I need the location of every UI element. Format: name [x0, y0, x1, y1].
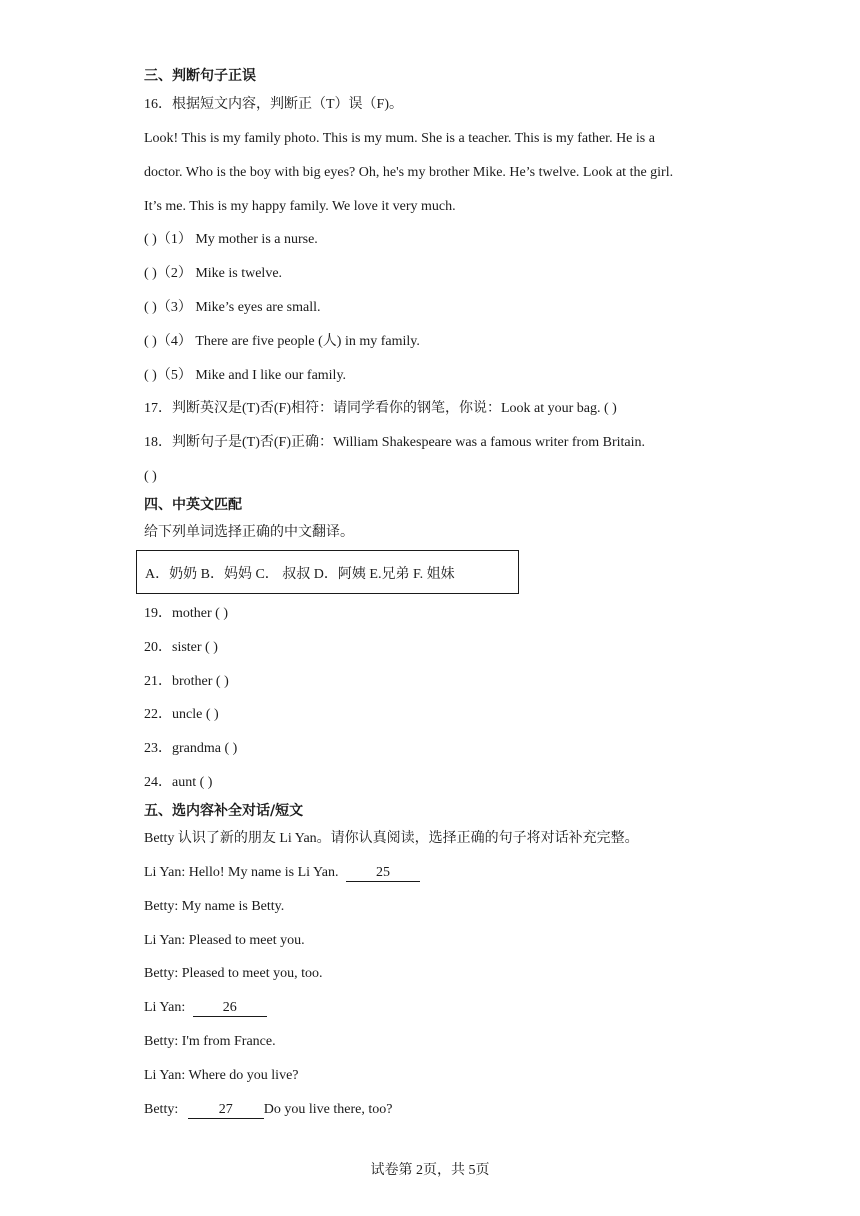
dialogue-line-5 [144, 998, 267, 1018]
tf-item-3: ( )（3） Mike’s eyes are small. [144, 300, 321, 315]
blank-26[interactable]: 26 [193, 999, 267, 1017]
match-item-20: 20．sister ( ) [144, 640, 218, 655]
dialogue-line-6: Betty: I'm from France. [144, 1034, 276, 1049]
options-text: A．奶奶 B．妈妈 C． 叔叔 D．阿姨 E.兄弟 F. 姐妹 [145, 567, 455, 582]
dialogue-line-7: Li Yan: Where do you live? [144, 1068, 299, 1083]
question-16-prompt: 16．根据短文内容，判断正（T）误（F)。 [144, 97, 403, 112]
section-3-heading: 三、判断句子正误 [144, 68, 256, 84]
section-5-heading: 五、选内容补全对话/短文 [144, 803, 304, 819]
dialogue-line-8-text: Betty: [144, 1102, 179, 1117]
section-5-instruction: Betty 认识了新的朋友 Li Yan。请你认真阅读，选择正确的句子将对话补充完整。 [144, 831, 639, 846]
blank-25[interactable]: 25 [346, 864, 420, 882]
question-18: 18．判断句子是(T)否(F)正确：William Shakespeare was a famous writer from Britain. [144, 435, 645, 450]
match-item-24: 24．aunt ( ) [144, 775, 213, 790]
dialogue-line-4: Betty: Pleased to meet you, too. [144, 966, 323, 981]
question-18-answer-paren: ( ) [144, 469, 157, 484]
blank-27[interactable]: 27 [188, 1101, 264, 1119]
dialogue-line-1 [144, 863, 420, 883]
match-item-23: 23．grandma ( ) [144, 741, 238, 756]
passage-line-2: doctor. Who is the boy with big eyes? Oh, he's my brother Mike. He’s twelve. Look at the girl. [144, 165, 674, 180]
section-4-heading: 四、中英文匹配 [144, 497, 242, 513]
passage-line-1: Look! This is my family photo. This is my mum. She is a teacher. This is my father. He is a [144, 131, 655, 146]
tf-item-4: ( )（4） There are five people (人) in my family. [144, 334, 420, 349]
tf-item-5: ( )（5） Mike and I like our family. [144, 368, 347, 383]
dialogue-line-8 [144, 1100, 392, 1120]
tf-item-2: ( )（2） Mike is twelve. [144, 266, 283, 281]
dialogue-line-5-text: Li Yan: [144, 1000, 186, 1015]
options-box [136, 550, 519, 594]
dialogue-line-2: Betty: My name is Betty. [144, 899, 285, 914]
dialogue-line-8-after: Do you live there, too? [263, 1102, 393, 1117]
section-4-instruction: 给下列单词选择正确的中文翻译。 [144, 525, 354, 540]
match-item-21: 21．brother ( ) [144, 674, 229, 689]
tf-item-1: ( )（1） My mother is a nurse. [144, 232, 318, 247]
passage-line-3: It’s me. This is my happy family. We love it very much. [144, 199, 456, 214]
page-footer: 试卷第 2页，共 5页 [370, 1163, 490, 1178]
question-17: 17．判断英汉是(T)否(F)相符：请同学看你的钢笔，你说：Look at your bag. ( ) [144, 401, 617, 416]
match-item-22: 22．uncle ( ) [144, 707, 219, 722]
match-item-19: 19．mother ( ) [144, 606, 228, 621]
dialogue-line-3: Li Yan: Pleased to meet you. [144, 933, 305, 948]
dialogue-line-1-text: Li Yan: Hello! My name is Li Yan. [144, 865, 339, 880]
